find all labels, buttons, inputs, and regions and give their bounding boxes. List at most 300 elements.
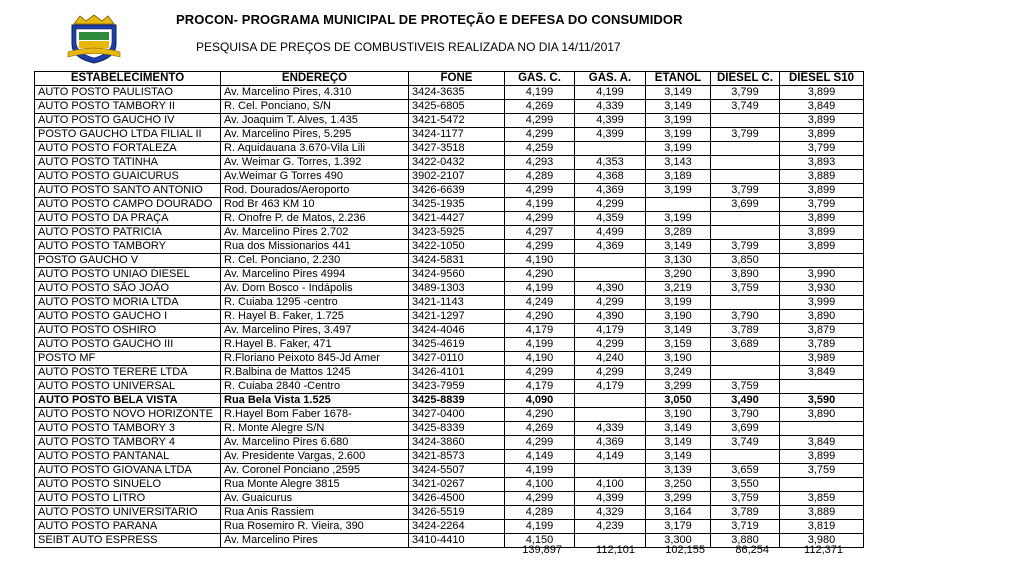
establishment-cell: AUTO POSTO SINUELO <box>35 478 221 492</box>
diesel-s10-cell: 3,999 <box>780 296 864 310</box>
gas-additive-cell <box>575 408 646 422</box>
address-cell: Av. Presidente Vargas, 2.600 <box>221 450 409 464</box>
diesel-common-cell <box>711 114 780 128</box>
diesel-common-cell: 3,799 <box>711 128 780 142</box>
phone-cell: 3426-4500 <box>409 492 505 506</box>
phone-cell: 3423-7959 <box>409 380 505 394</box>
diesel-common-cell: 3,749 <box>711 100 780 114</box>
establishment-cell: AUTO POSTO GIOVANA LTDA <box>35 464 221 478</box>
gas-common-cell: 4,190 <box>505 352 575 366</box>
gas-common-cell: 4,289 <box>505 170 575 184</box>
ethanol-cell: 3,199 <box>646 142 711 156</box>
table-row <box>35 100 864 114</box>
table-row <box>35 198 864 212</box>
address-cell: Av. Weimar G. Torres, 1.392 <box>221 156 409 170</box>
diesel-s10-cell: 3,980 <box>780 534 864 548</box>
table-header-row <box>35 72 864 86</box>
diesel-common-cell <box>711 296 780 310</box>
phone-cell: 3424-2264 <box>409 520 505 534</box>
address-cell: Av. Marcelino Pires 4994 <box>221 268 409 282</box>
table-row <box>35 142 864 156</box>
gas-common-cell: 4,299 <box>505 114 575 128</box>
gas-additive-cell <box>575 394 646 408</box>
establishment-cell: AUTO POSTO TAMBORY 3 <box>35 422 221 436</box>
diesel-s10-cell: 3,899 <box>780 128 864 142</box>
phone-cell: 3421-8573 <box>409 450 505 464</box>
gas-common-cell: 4,179 <box>505 380 575 394</box>
ethanol-cell: 3,149 <box>646 450 711 464</box>
address-cell: Av. Guaicurus <box>221 492 409 506</box>
diesel-common-cell: 3,490 <box>711 394 780 408</box>
establishment-cell: AUTO POSTO UNIAO DIESEL <box>35 268 221 282</box>
address-cell: Av. Marcelino Pires <box>221 534 409 548</box>
gas-additive-cell: 4,369 <box>575 184 646 198</box>
ethanol-cell: 3,179 <box>646 520 711 534</box>
gas-additive-cell: 4,299 <box>575 338 646 352</box>
ethanol-cell: 3,299 <box>646 492 711 506</box>
establishment-cell: AUTO POSTO SÃO JOÃO <box>35 282 221 296</box>
address-cell: R. Monte Alegre S/N <box>221 422 409 436</box>
table-body <box>35 86 864 548</box>
address-cell: R. Onofre P. de Matos, 2.236 <box>221 212 409 226</box>
address-cell: R. Cuiaba 1295 -centro <box>221 296 409 310</box>
gas-common-cell: 4,179 <box>505 324 575 338</box>
page-subtitle: PESQUISA DE PREÇOS DE COMBUSTIVEIS REALIZADA NO DIA 14/11/2017 <box>196 40 621 54</box>
phone-cell: 3410-4410 <box>409 534 505 548</box>
establishment-cell: AUTO POSTO GAUCHO I <box>35 310 221 324</box>
establishment-cell: AUTO POSTO TATINHA <box>35 156 221 170</box>
ethanol-cell: 3,149 <box>646 422 711 436</box>
page-title: PROCON- PROGRAMA MUNICIPAL DE PROTEÇÃO E DEFESA DO CONSUMIDOR <box>176 12 683 27</box>
diesel-common-cell: 3,790 <box>711 408 780 422</box>
phone-cell: 3421-1297 <box>409 310 505 324</box>
address-cell: Av. Dom Bosco - Indápolis <box>221 282 409 296</box>
gas-common-cell: 4,290 <box>505 310 575 324</box>
diesel-s10-cell: 3,899 <box>780 212 864 226</box>
gas-additive-cell: 4,353 <box>575 156 646 170</box>
diesel-s10-cell: 3,889 <box>780 506 864 520</box>
phone-cell: 3427-0110 <box>409 352 505 366</box>
diesel-common-cell: 3,719 <box>711 520 780 534</box>
header-gas-common: GAS. C. <box>505 72 575 86</box>
gas-additive-cell: 4,368 <box>575 170 646 184</box>
total-gas-additive: 112,101 <box>596 544 635 556</box>
header-ethanol: ETANOL <box>646 72 711 86</box>
gas-additive-cell: 4,179 <box>575 380 646 394</box>
table-row <box>35 492 864 506</box>
gas-additive-cell: 4,339 <box>575 100 646 114</box>
gas-additive-cell: 4,399 <box>575 492 646 506</box>
phone-cell: 3427-3518 <box>409 142 505 156</box>
table-row <box>35 170 864 184</box>
diesel-common-cell: 3,749 <box>711 436 780 450</box>
phone-cell: 3425-1935 <box>409 198 505 212</box>
phone-cell: 3426-6639 <box>409 184 505 198</box>
gas-common-cell: 4,299 <box>505 436 575 450</box>
gas-additive-cell: 4,100 <box>575 478 646 492</box>
phone-cell: 3425-8839 <box>409 394 505 408</box>
gas-common-cell: 4,150 <box>505 534 575 548</box>
establishment-cell: AUTO POSTO UNIVERSAL <box>35 380 221 394</box>
diesel-s10-cell: 3,849 <box>780 436 864 450</box>
diesel-s10-cell: 3,789 <box>780 338 864 352</box>
establishment-cell: AUTO POSTO PANTANAL <box>35 450 221 464</box>
establishment-cell: AUTO POSTO UNIVERSITARIO <box>35 506 221 520</box>
establishment-cell: AUTO POSTO TAMBORY 4 <box>35 436 221 450</box>
establishment-cell: SEIBT AUTO ESPRESS <box>35 534 221 548</box>
diesel-common-cell: 3,890 <box>711 268 780 282</box>
table-row <box>35 296 864 310</box>
ethanol-cell: 3,050 <box>646 394 711 408</box>
phone-cell: 3424-9560 <box>409 268 505 282</box>
diesel-s10-cell: 3,889 <box>780 170 864 184</box>
ethanol-cell: 3,199 <box>646 184 711 198</box>
address-cell: R. Cel. Ponciano, 2.230 <box>221 254 409 268</box>
table-row <box>35 450 864 464</box>
gas-additive-cell: 4,329 <box>575 506 646 520</box>
establishment-cell: AUTO POSTO TERERE LTDA <box>35 366 221 380</box>
gas-additive-cell: 4,179 <box>575 324 646 338</box>
table-row <box>35 380 864 394</box>
table-row <box>35 114 864 128</box>
address-cell: Rua dos Missionarios 441 <box>221 240 409 254</box>
establishment-cell: AUTO POSTO PAULISTAO <box>35 86 221 100</box>
phone-cell: 3424-4046 <box>409 324 505 338</box>
gas-common-cell: 4,199 <box>505 338 575 352</box>
table-row <box>35 268 864 282</box>
gas-additive-cell <box>575 254 646 268</box>
diesel-s10-cell: 3,890 <box>780 408 864 422</box>
address-cell: Av.Weimar G Torres 490 <box>221 170 409 184</box>
fuel-price-table <box>34 71 864 548</box>
total-gas-common: 139,897 <box>522 544 562 556</box>
diesel-s10-cell: 3,899 <box>780 114 864 128</box>
phone-cell: 3425-4619 <box>409 338 505 352</box>
diesel-common-cell: 3,789 <box>711 506 780 520</box>
gas-additive-cell: 4,299 <box>575 198 646 212</box>
gas-common-cell: 4,299 <box>505 184 575 198</box>
gas-common-cell: 4,269 <box>505 422 575 436</box>
establishment-cell: AUTO POSTO TAMBORY <box>35 240 221 254</box>
establishment-cell: AUTO POSTO DA PRAÇA <box>35 212 221 226</box>
diesel-common-cell <box>711 142 780 156</box>
gas-common-cell: 4,199 <box>505 282 575 296</box>
establishment-cell: POSTO GAUCHO V <box>35 254 221 268</box>
phone-cell: 3424-1177 <box>409 128 505 142</box>
diesel-common-cell <box>711 352 780 366</box>
address-cell: Av. Marcelino Pires 6.680 <box>221 436 409 450</box>
gas-additive-cell: 4,390 <box>575 282 646 296</box>
ethanol-cell: 3,149 <box>646 240 711 254</box>
diesel-common-cell: 3,699 <box>711 198 780 212</box>
diesel-common-cell: 3,799 <box>711 240 780 254</box>
address-cell: Rua Anis Rassiem <box>221 506 409 520</box>
establishment-cell: AUTO POSTO MORIA LTDA <box>35 296 221 310</box>
diesel-common-cell: 3,759 <box>711 492 780 506</box>
table-row <box>35 506 864 520</box>
address-cell: Rod. Dourados/Aeroporto <box>221 184 409 198</box>
phone-cell: 3902-2107 <box>409 170 505 184</box>
ethanol-cell: 3,199 <box>646 296 711 310</box>
address-cell: R. Aquidauana 3.670-Vila Lili <box>221 142 409 156</box>
phone-cell: 3426-5519 <box>409 506 505 520</box>
phone-cell: 3424-5831 <box>409 254 505 268</box>
address-cell: Rua Bela Vista 1.525 <box>221 394 409 408</box>
diesel-s10-cell: 3,899 <box>780 240 864 254</box>
table-row <box>35 226 864 240</box>
table-row <box>35 156 864 170</box>
gas-common-cell: 4,299 <box>505 240 575 254</box>
header-diesel-common: DIESEL C. <box>711 72 780 86</box>
phone-cell: 3421-1143 <box>409 296 505 310</box>
ethanol-cell: 3,289 <box>646 226 711 240</box>
ethanol-cell: 3,149 <box>646 436 711 450</box>
establishment-cell: POSTO GAUCHO LTDA FILIAL II <box>35 128 221 142</box>
diesel-common-cell <box>711 226 780 240</box>
establishment-cell: AUTO POSTO PATRICIA <box>35 226 221 240</box>
establishment-cell: AUTO POSTO GAUCHO IV <box>35 114 221 128</box>
gas-common-cell: 4,299 <box>505 212 575 226</box>
ethanol-cell: 3,190 <box>646 408 711 422</box>
phone-cell: 3423-5925 <box>409 226 505 240</box>
diesel-common-cell: 3,850 <box>711 254 780 268</box>
address-cell: Av. Marcelino Pires, 3.497 <box>221 324 409 338</box>
table-row <box>35 324 864 338</box>
diesel-s10-cell: 3,849 <box>780 366 864 380</box>
gas-additive-cell: 4,399 <box>575 114 646 128</box>
diesel-s10-cell: 3,930 <box>780 282 864 296</box>
diesel-s10-cell: 3,899 <box>780 450 864 464</box>
diesel-common-cell: 3,550 <box>711 478 780 492</box>
address-cell: Av. Marcelino Pires, 4.310 <box>221 86 409 100</box>
diesel-common-cell <box>711 156 780 170</box>
diesel-common-cell: 3,790 <box>711 310 780 324</box>
phone-cell: 3421-5472 <box>409 114 505 128</box>
ethanol-cell: 3,190 <box>646 310 711 324</box>
address-cell: R. Cel. Ponciano, S/N <box>221 100 409 114</box>
ethanol-cell: 3,290 <box>646 268 711 282</box>
gas-common-cell: 4,199 <box>505 464 575 478</box>
address-cell: Av. Coronel Ponciano ,2595 <box>221 464 409 478</box>
ethanol-cell: 3,199 <box>646 114 711 128</box>
ethanol-cell <box>646 198 711 212</box>
ethanol-cell: 3,149 <box>646 86 711 100</box>
ethanol-cell: 3,190 <box>646 352 711 366</box>
phone-cell: 3425-8339 <box>409 422 505 436</box>
diesel-s10-cell: 3,893 <box>780 156 864 170</box>
establishment-cell: AUTO POSTO NOVO HORIZONTE <box>35 408 221 422</box>
diesel-s10-cell: 3,989 <box>780 352 864 366</box>
diesel-s10-cell <box>780 254 864 268</box>
total-ethanol: 102,155 <box>665 544 705 556</box>
ethanol-cell: 3,199 <box>646 212 711 226</box>
diesel-common-cell: 3,699 <box>711 422 780 436</box>
ethanol-cell: 3,164 <box>646 506 711 520</box>
gas-additive-cell: 4,359 <box>575 212 646 226</box>
totals-row <box>504 543 843 557</box>
phone-cell: 3424-5507 <box>409 464 505 478</box>
header-diesel-s10: DIESEL S10 <box>780 72 864 86</box>
diesel-s10-cell <box>780 478 864 492</box>
table-row <box>35 282 864 296</box>
gas-additive-cell: 4,199 <box>575 86 646 100</box>
phone-cell: 3425-6805 <box>409 100 505 114</box>
ethanol-cell: 3,189 <box>646 170 711 184</box>
gas-additive-cell: 4,499 <box>575 226 646 240</box>
gas-additive-cell: 4,390 <box>575 310 646 324</box>
diesel-s10-cell: 3,899 <box>780 184 864 198</box>
table-row <box>35 422 864 436</box>
ethanol-cell: 3,130 <box>646 254 711 268</box>
gas-common-cell: 4,299 <box>505 492 575 506</box>
diesel-common-cell: 3,759 <box>711 380 780 394</box>
gas-additive-cell: 4,239 <box>575 520 646 534</box>
establishment-cell: AUTO POSTO LITRO <box>35 492 221 506</box>
gas-additive-cell: 4,299 <box>575 296 646 310</box>
diesel-common-cell: 3,880 <box>711 534 780 548</box>
ethanol-cell: 3,300 <box>646 534 711 548</box>
gas-common-cell: 4,199 <box>505 198 575 212</box>
gas-additive-cell: 4,399 <box>575 128 646 142</box>
gas-additive-cell: 4,149 <box>575 450 646 464</box>
ethanol-cell: 3,299 <box>646 380 711 394</box>
ethanol-cell: 3,159 <box>646 338 711 352</box>
ethanol-cell: 3,149 <box>646 100 711 114</box>
diesel-common-cell: 3,659 <box>711 464 780 478</box>
gas-common-cell: 4,290 <box>505 408 575 422</box>
gas-common-cell: 4,269 <box>505 100 575 114</box>
ethanol-cell: 3,249 <box>646 366 711 380</box>
establishment-cell: AUTO POSTO GAUCHO III <box>35 338 221 352</box>
table-row <box>35 240 864 254</box>
table-row <box>35 310 864 324</box>
phone-cell: 3421-0267 <box>409 478 505 492</box>
diesel-s10-cell: 3,590 <box>780 394 864 408</box>
header-address: ENDEREÇO <box>221 72 409 86</box>
diesel-common-cell: 3,789 <box>711 324 780 338</box>
diesel-s10-cell: 3,819 <box>780 520 864 534</box>
diesel-s10-cell: 3,990 <box>780 268 864 282</box>
address-cell: R.Hayel Bom Faber 1678- <box>221 408 409 422</box>
diesel-s10-cell: 3,890 <box>780 310 864 324</box>
diesel-common-cell <box>711 170 780 184</box>
municipal-crest-icon <box>66 14 122 64</box>
table-row <box>35 338 864 352</box>
address-cell: R.Balbina de Mattos 1245 <box>221 366 409 380</box>
table-row <box>35 352 864 366</box>
diesel-common-cell: 3,799 <box>711 86 780 100</box>
gas-additive-cell: 4,240 <box>575 352 646 366</box>
ethanol-cell: 3,199 <box>646 128 711 142</box>
diesel-s10-cell: 3,759 <box>780 464 864 478</box>
header-establishment: ESTABELECIMENTO <box>35 72 221 86</box>
table-row <box>35 184 864 198</box>
diesel-s10-cell: 3,879 <box>780 324 864 338</box>
establishment-cell: AUTO POSTO OSHIRO <box>35 324 221 338</box>
diesel-s10-cell <box>780 380 864 394</box>
header-phone: FONE <box>409 72 505 86</box>
table-row <box>35 394 864 408</box>
establishment-cell: AUTO POSTO PARANA <box>35 520 221 534</box>
phone-cell: 3421-4427 <box>409 212 505 226</box>
gas-common-cell: 4,299 <box>505 366 575 380</box>
diesel-common-cell <box>711 212 780 226</box>
table-row <box>35 520 864 534</box>
gas-common-cell: 4,149 <box>505 450 575 464</box>
diesel-s10-cell: 3,859 <box>780 492 864 506</box>
phone-cell: 3422-0432 <box>409 156 505 170</box>
address-cell: Av. Marcelino Pires, 5.295 <box>221 128 409 142</box>
diesel-common-cell: 3,759 <box>711 282 780 296</box>
gas-additive-cell <box>575 268 646 282</box>
ethanol-cell: 3,219 <box>646 282 711 296</box>
diesel-s10-cell: 3,899 <box>780 226 864 240</box>
header-gas-additive: GAS. A. <box>575 72 646 86</box>
establishment-cell: POSTO MF <box>35 352 221 366</box>
phone-cell: 3426-4101 <box>409 366 505 380</box>
table-row <box>35 436 864 450</box>
gas-common-cell: 4,249 <box>505 296 575 310</box>
table-row <box>35 212 864 226</box>
establishment-cell: AUTO POSTO SANTO ANTONIO <box>35 184 221 198</box>
address-cell: Av. Joaquim T. Alves, 1.435 <box>221 114 409 128</box>
diesel-s10-cell <box>780 422 864 436</box>
gas-additive-cell: 4,369 <box>575 436 646 450</box>
diesel-s10-cell: 3,849 <box>780 100 864 114</box>
diesel-s10-cell: 3,799 <box>780 142 864 156</box>
establishment-cell: AUTO POSTO CAMPO DOURADO <box>35 198 221 212</box>
phone-cell: 3427-0400 <box>409 408 505 422</box>
gas-common-cell: 4,199 <box>505 86 575 100</box>
gas-common-cell: 4,289 <box>505 506 575 520</box>
gas-common-cell: 4,293 <box>505 156 575 170</box>
gas-additive-cell: 4,369 <box>575 240 646 254</box>
table-row <box>35 254 864 268</box>
ethanol-cell: 3,139 <box>646 464 711 478</box>
table-row <box>35 408 864 422</box>
gas-common-cell: 4,199 <box>505 520 575 534</box>
total-diesel-s10: 112,371 <box>804 544 843 556</box>
establishment-cell: AUTO POSTO GUAICURUS <box>35 170 221 184</box>
ethanol-cell: 3,149 <box>646 324 711 338</box>
gas-additive-cell: 4,339 <box>575 422 646 436</box>
diesel-common-cell: 3,799 <box>711 184 780 198</box>
table-row <box>35 464 864 478</box>
gas-common-cell: 4,259 <box>505 142 575 156</box>
table-row <box>35 128 864 142</box>
phone-cell: 3489-1303 <box>409 282 505 296</box>
ethanol-cell: 3,143 <box>646 156 711 170</box>
gas-common-cell: 4,190 <box>505 254 575 268</box>
address-cell: R.Hayel B. Faker, 471 <box>221 338 409 352</box>
address-cell: Rod Br 463 KM 10 <box>221 198 409 212</box>
address-cell: R. Hayel B. Faker, 1.725 <box>221 310 409 324</box>
address-cell: R. Cuiaba 2840 -Centro <box>221 380 409 394</box>
table-row <box>35 366 864 380</box>
gas-common-cell: 4,297 <box>505 226 575 240</box>
gas-common-cell: 4,090 <box>505 394 575 408</box>
table-row <box>35 86 864 100</box>
phone-cell: 3424-3635 <box>409 86 505 100</box>
gas-additive-cell <box>575 142 646 156</box>
establishment-cell: AUTO POSTO BELA VISTA <box>35 394 221 408</box>
diesel-s10-cell: 3,899 <box>780 86 864 100</box>
phone-cell: 3424-3860 <box>409 436 505 450</box>
table-row <box>35 478 864 492</box>
gas-additive-cell: 4,299 <box>575 366 646 380</box>
diesel-common-cell <box>711 450 780 464</box>
address-cell: R.Floriano Peixoto 845-Jd Amer <box>221 352 409 366</box>
